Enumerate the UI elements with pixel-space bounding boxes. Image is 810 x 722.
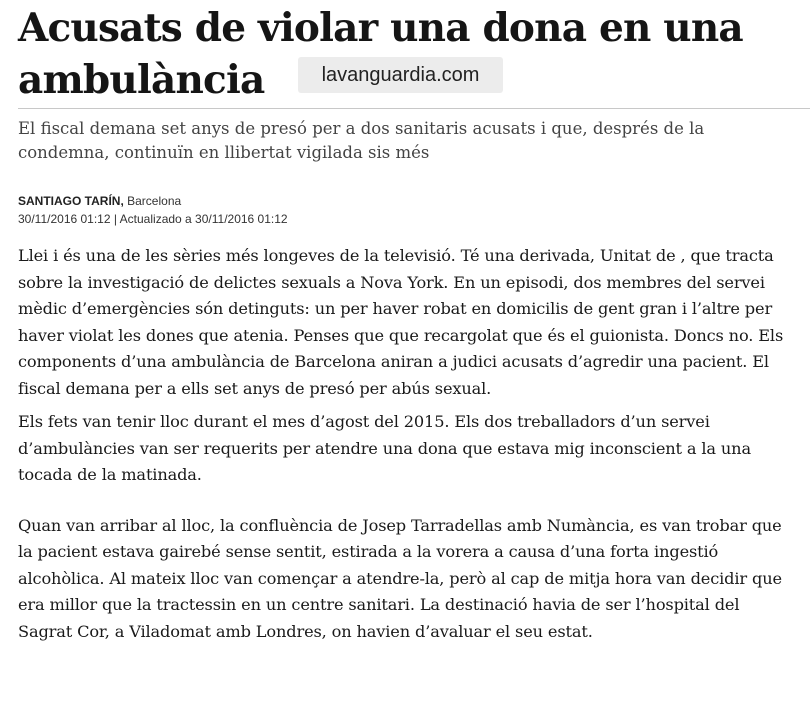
headline-line-1: Acusats de violar una dona en una — [18, 5, 743, 51]
source-badge[interactable]: lavanguardia.com — [298, 57, 503, 93]
article-dates — [18, 211, 288, 227]
body-paragraph-2: Els fets van tenir lloc durant el mes d’agost del 2015. Els dos treballadors d’un servei d’ambulàncies van ser requerits per atendre una dona que estava mig inconscient a la una tocada de la matinada. — [18, 412, 751, 484]
headline-divider — [18, 108, 810, 109]
author-name[interactable]: SANTIAGO TARÍN, — [18, 194, 124, 208]
body-paragraph-3: Quan van arribar al lloc, la confluència de Josep Tarradellas amb Numància, es van trobar que la pacient estava gairebé sense sentit, estirada a la vorera a causa d’una forta ingestió alcohòlica. Al mateix lloc van començar a atendre-la, però al cap de mitja hora van decidir que era millor que la tractessin en un centre sanitari. La destinació havia de ser l’hospital del Sagrat Cor, a Viladomat amb Londres, on havien d’avaluar el seu estat. — [18, 515, 782, 641]
byline — [18, 193, 181, 209]
byline-location: Barcelona — [127, 194, 182, 208]
article-subtitle: El fiscal demana set anys de presó per a dos sanitaris acusats i que, després de la condemna, continuïn en llibertat vigilada sis més — [18, 119, 705, 162]
body-paragraph-1: Llei i és una de les sèries més longeves de la televisió. Té una derivada, Unitat de , que tracta sobre la investigació de delictes sexuals a Nova York. En un episodi, dos membres del servei mèdic d’emergències són detinguts: un per haver robat en domicilis de gent gran i l’altre per haver violat les dones que atenia. Penses que que recargolat que és el guionista. Doncs no. Els components d’una ambulància de Barcelona aniran a judici acusats d’agredir una pacient. El fiscal demana per a ells set anys de presó per abús sexual. — [18, 246, 784, 398]
headline-line-2: ambulància — [18, 57, 265, 103]
article-body — [18, 243, 794, 645]
published-date: 30/11/2016 01:12 — [18, 212, 111, 226]
date-separator: | — [113, 212, 117, 226]
updated-date: Actualizado a 30/11/2016 01:12 — [119, 212, 288, 226]
